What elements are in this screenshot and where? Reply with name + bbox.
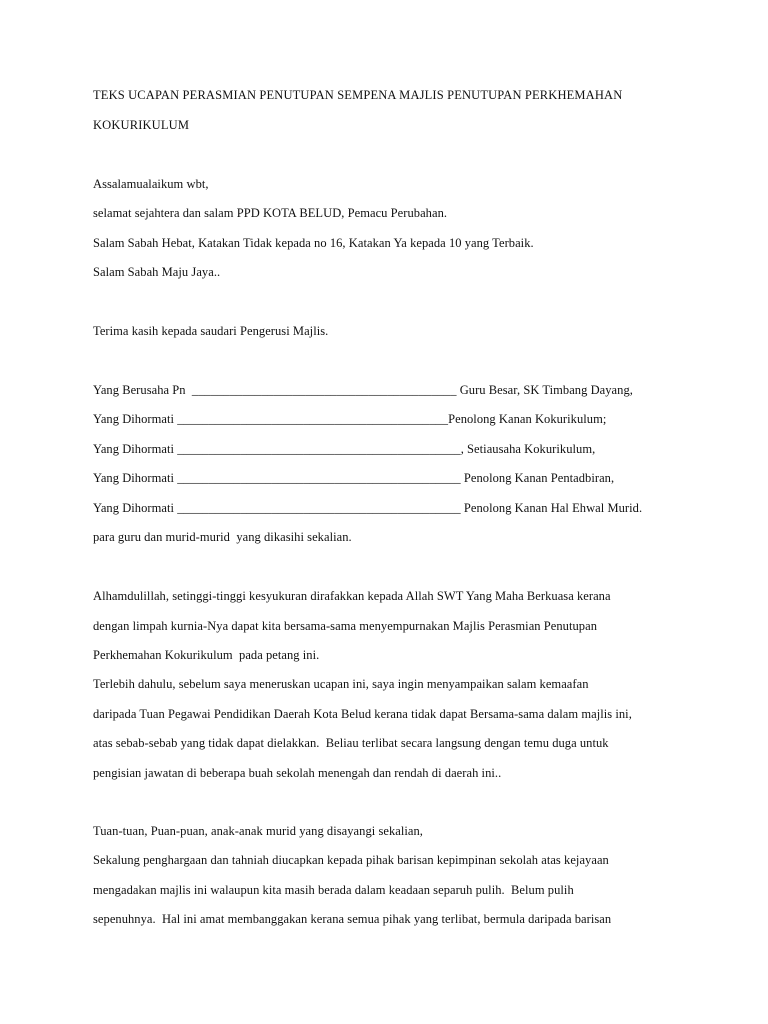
addressee-line: Yang Dihormati _____________________________________________, Setiausaha Kokurikulum,: [93, 442, 596, 456]
addressee-line: Yang Dihormati ___________________________________________Penolong Kanan Kokurikulum;: [93, 412, 607, 426]
greeting-line: Salam Sabah Hebat, Katakan Tidak kepada no 16, Katakan Ya kepada 10 yang Terbaik.: [93, 236, 534, 250]
addressee-line: Yang Berusaha Pn __________________________________________ Guru Besar, SK Timbang Dayang,: [93, 383, 633, 397]
doc-title-line-1: TEKS UCAPAN PERASMIAN PENUTUPAN SEMPENA MAJLIS PENUTUPAN PERKHEMAHAN: [93, 88, 623, 102]
doc-title-line-2: KOKURIKULUM: [93, 118, 190, 132]
paragraph-line: Terlebih dahulu, sebelum saya meneruskan ucapan ini, saya ingin menyampaikan salam kemaafan: [93, 677, 589, 691]
paragraph-line: dengan limpah kurnia-Nya dapat kita bersama-sama menyempurnakan Majlis Perasmian Penutupan: [93, 619, 597, 633]
addressee-line: Yang Dihormati _____________________________________________ Penolong Kanan Pentadbiran,: [93, 471, 615, 485]
paragraph-line: Tuan-tuan, Puan-puan, anak-anak murid yang disayangi sekalian,: [93, 824, 423, 838]
greeting-line: Salam Sabah Maju Jaya..: [93, 265, 221, 279]
addressee-line: para guru dan murid-murid yang dikasihi sekalian.: [93, 530, 352, 544]
paragraph-line: daripada Tuan Pegawai Pendidikan Daerah Kota Belud kerana tidak dapat Bersama-sama dalam majlis ini,: [93, 707, 632, 721]
paragraph-line: sepenuhnya. Hal ini amat membanggakan kerana semua pihak yang terlibat, bermula daripada barisan: [93, 912, 612, 926]
paragraph-line: Perkhemahan Kokurikulum pada petang ini.: [93, 648, 320, 662]
paragraph-line: Alhamdulillah, setinggi-tinggi kesyukuran dirafakkan kepada Allah SWT Yang Maha Berkuasa kerana: [93, 589, 611, 603]
paragraph-line: Sekalung penghargaan dan tahniah diucapkan kepada pihak barisan kepimpinan sekolah atas kejayaan: [93, 853, 609, 867]
greeting-line: Assalamualaikum wbt,: [93, 177, 209, 191]
paragraph-line: atas sebab-sebab yang tidak dapat dielakkan. Beliau terlibat secara langsung dengan temu duga untuk: [93, 736, 609, 750]
paragraph-line: mengadakan majlis ini walaupun kita masih berada dalam keadaan separuh pulih. Belum pulih: [93, 883, 574, 897]
greeting-line: selamat sejahtera dan salam PPD KOTA BELUD, Pemacu Perubahan.: [93, 206, 448, 220]
thanks-line: Terima kasih kepada saudari Pengerusi Majlis.: [93, 324, 329, 338]
addressee-line: Yang Dihormati _____________________________________________ Penolong Kanan Hal Ehwal Murid.: [93, 501, 643, 515]
paragraph-line: pengisian jawatan di beberapa buah sekolah menengah dan rendah di daerah ini..: [93, 766, 502, 780]
